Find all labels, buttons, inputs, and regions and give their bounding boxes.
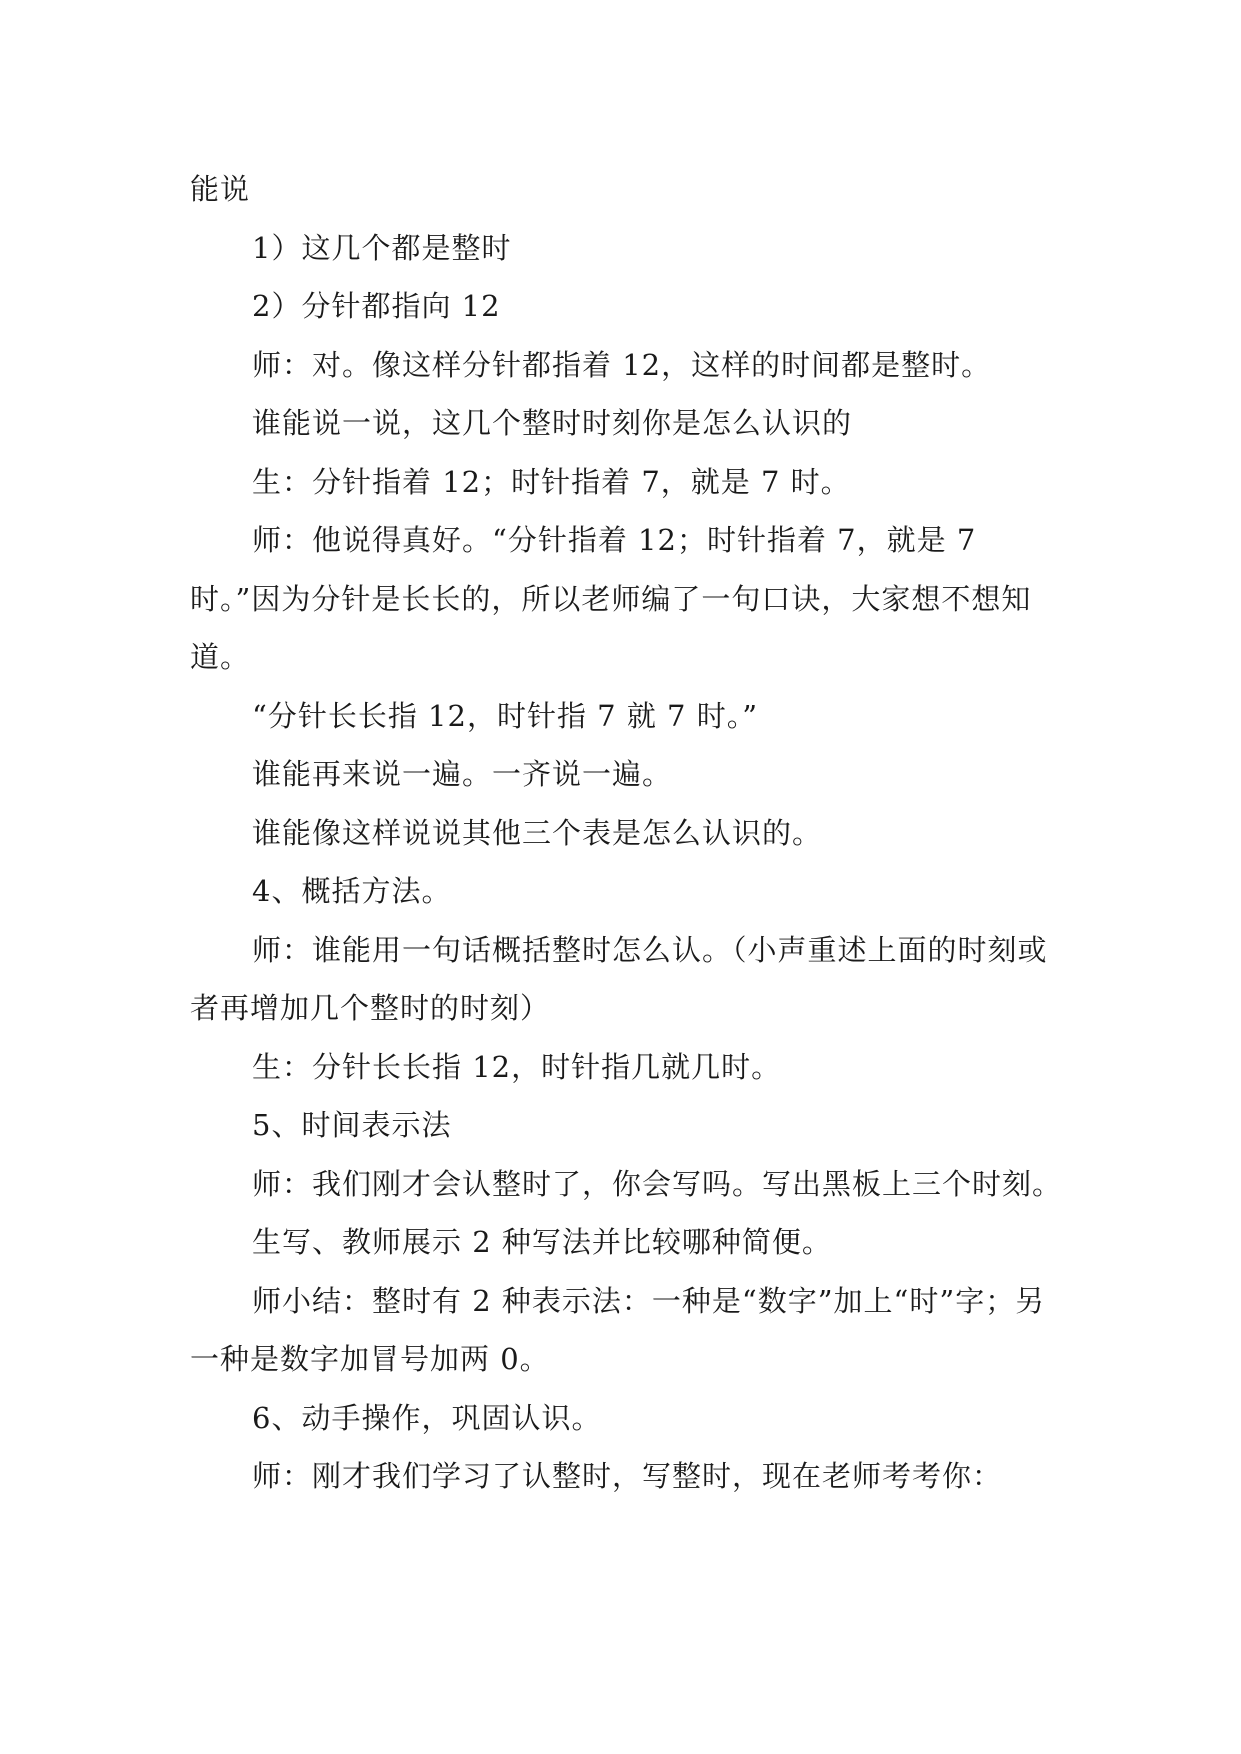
- paragraph: 谁能再来说一遍。一齐说一遍。: [252, 757, 673, 791]
- paragraph: 生：分针长长指 12，时针指几就几时。: [252, 1049, 782, 1084]
- paragraph: 1）这几个都是整时: [252, 230, 512, 265]
- paragraph: 5、时间表示法: [252, 1108, 452, 1142]
- paragraph: 生：分针指着 12；时针指着 7，就是 7 时。: [252, 464, 851, 499]
- paragraph: 师：我们刚才会认整时了，你会写吗。写出黑板上三个时刻。: [252, 1166, 1063, 1201]
- paragraph: “分针长长指 12，时针指 7 就 7 时。”: [252, 698, 759, 733]
- document-body: [190, 160, 1070, 1506]
- paragraph: 谁能说一说，这几个整时时刻你是怎么认识的: [252, 406, 853, 440]
- paragraph: 6、动手操作，巩固认识。: [252, 1400, 602, 1435]
- paragraph: 生写、教师展示 2 种写法并比较哪种简便。: [252, 1225, 832, 1259]
- paragraph: 谁能像这样说说其他三个表是怎么认识的。: [252, 815, 823, 850]
- paragraph: 2）分针都指向 12: [252, 289, 501, 323]
- paragraph: 4、概括方法。: [252, 874, 452, 908]
- paragraph: 师：谁能用一句话概括整时怎么认。（小声重述上面的时刻或者再增加几个整时的时刻）: [190, 932, 1048, 1025]
- paragraph: 师小结：整时有 2 种表示法：一种是“数字”加上“时”字；另一种是数字加冒号加两 0。: [190, 1283, 1046, 1376]
- paragraph: 师：刚才我们学习了认整时，写整时，现在老师考考你：: [252, 1459, 1003, 1493]
- paragraph: 能说: [190, 172, 251, 206]
- paragraph: 师：对。像这样分针都指着 12，这样的时间都是整时。: [252, 347, 992, 382]
- paragraph: 师：他说得真好。“分针指着 12；时针指着 7，就是 7 时。”因为分针是长长的，所以老师编了一句口诀，大家想不想知道。: [190, 523, 1032, 674]
